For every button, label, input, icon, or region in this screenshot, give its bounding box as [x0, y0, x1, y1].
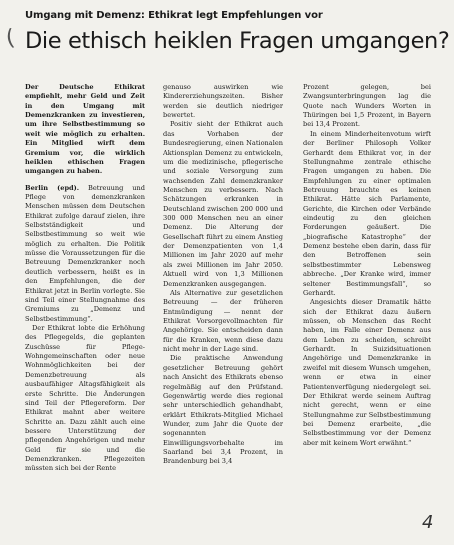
body-paragraph: In einem Minderheitenvotum wirft der Berliner Philosoph Volker Gerhardt dem Ethikrat vor, in der Stellungnahme zentrale ethische Fragen umgangen zu haben. Die Empfehlungen zu einer optimalen Betreuung brauchte es keinen Ethikrat. Hätte sich Parlamente, Gerichte, die Kirchen oder Verbände eindeutig zu den gleichen Forderungen geäußert. Die „biografische Katastrophe“ der Demenz bestehe eben darin, dass für den Betroffenen sein selbstbestimmter Lebensweg abbreche. „Der Kranke wird, immer seltener Bestimmungsfall“, so Gerhardt.: [303, 129, 431, 297]
body-paragraph: Berlin (epd). Betreuung und Pflege von demenzkranken Menschen müssen dem Deutschen Ethikrat zufolge darauf zielen, ihre Selbstständigkeit und Selbstbestimmung so weit wie möglich zu erhalten. Die Politik müsse die Voraussetzungen für die Betreuung Demenzkranker noch deutlich verbessern, heißt es in den Empfehlungen, die der Ethikrat jetzt in Berlin vorlegte. Sie sind Teil einer Stellungnahme des Gremiums zu „Demenz und Selbstbestimmung“.: [25, 183, 145, 323]
text-column-3: [303, 83, 434, 543]
text-column-2: [163, 83, 283, 543]
margin-pen-mark: (: [4, 25, 17, 52]
dateline: Berlin (epd).: [25, 183, 80, 192]
text-column-1: [25, 83, 145, 543]
article-headline: Die ethisch heiklen Fragen umgangen?: [25, 28, 450, 54]
article-kicker: Umgang mit Demenz: Ethikrat legt Empfehlungen vor: [25, 10, 323, 21]
body-paragraph: Als Alternative zur gesetzlichen Betreuung — der früheren Entmündigung — nennt der Ethikrat Vorsorgevollmachten für Angehörige. Sie entscheiden dann für die Kranken, wenn diese dazu nicht mehr in der Lage sind.: [163, 288, 283, 354]
body-paragraph: Positiv sieht der Ethikrat auch das Vorhaben der Bundesregierung, einen Nationalen Aktionsplan Demenz zu entwickeln, um die medizinische, pflegerische und soziale Versorgung zum wachsenden Zahl demenzkranker Menschen zu verbessern. Nach Schätzungen erkranken in Deutschland zwischen 200 000 und 300 000 Menschen neu an einer Demenz. Die Alterung der Gesellschaft führt zu einem Anstieg der Demenzpatienten von 1,4 Millionen im Jahr 2020 auf mehr als zwei Millionen im Jahr 2050. Aktuell wird von 1,3 Millionen Demenzkranken ausgegangen.: [163, 120, 283, 288]
body-paragraph: Prozent gelegen, bei Zwangsunterbringungen lag die Quote nach Wunders Worten in Thüringen bei 1,5 Prozent, in Bayern bei 13,4 Prozent.: [303, 83, 431, 129]
article-lead: Der Deutsche Ethikrat empfiehlt, mehr Geld und Zeit in den Umgang mit Demenzkranken zu investieren, um ihre Selbstbestimmung so weit wie möglich zu erhalten. Ein Mitglied wirft dem Gremium vor, die wirklich heiklen ethischen Fragen umgangen zu haben.: [25, 83, 145, 176]
handwritten-page-number: 4: [422, 512, 434, 533]
body-paragraph: Angesichts dieser Dramatik hätte sich der Ethikrat dazu äußern müssen, ob Menschen das Recht haben, im Falle einer Demenz aus dem Leben zu scheiden, schreibt Gerhardt. In Suizidsituationen Angehörige und Demenzkranke in zweifel mit diesem Wunsch umgehen, wenn er etwa in einer Patientenverfügung niedergelegt sei. Der Ethikrat werde seinem Auftrag nicht gerecht, wenn er eine Stellungnahme zur Selbstbestimmung bei Demenz erarbeite, „die Selbstbestimmung vor der Demenz aber mit keinem Wort erwähnt.“: [303, 298, 431, 447]
body-paragraph: Die praktische Anwendung gesetzlicher Betreuung gehört nach Ansicht des Ethikrats ebenso regelmäßig auf den Prüfstand. Gegenwärtig werde dies regional sehr unterschiedlich gehandhabt, erklärt Ethikrats-Mitglied Michael Wunder, zum Jahr die Quote der sogenannten Einwilligungsvorbehalte im Saarland bei 3,4 Prozent, in Brandenburg bei 3,4: [163, 354, 283, 466]
body-paragraph: genauso auswirken wie Kindererziehungszeiten. Bisher werden sie deutlich niedriger bewertet.: [163, 83, 283, 120]
body-paragraph: Der Ethikrat lobte die Erhöhung des Pflegegelds, die geplanten Zuschüsse für Pflege-Wohngemeinschaften oder neue Wohnmöglichkeiten bei der Demenzbetreuung als ausbaufähiger Altagsfähigkeit als erste Schritte. Die Änderungen sind Teil der Pflegereform. Der Ethikrat mahnt aber weitere Schritte an. Dazu zählt auch eine bessere Unterstützung der pflegenden Angehörigen und mehr Geld für sie und die Demenzkranken. Pflegezeiten müssten sich bei der Rente: [25, 323, 145, 473]
